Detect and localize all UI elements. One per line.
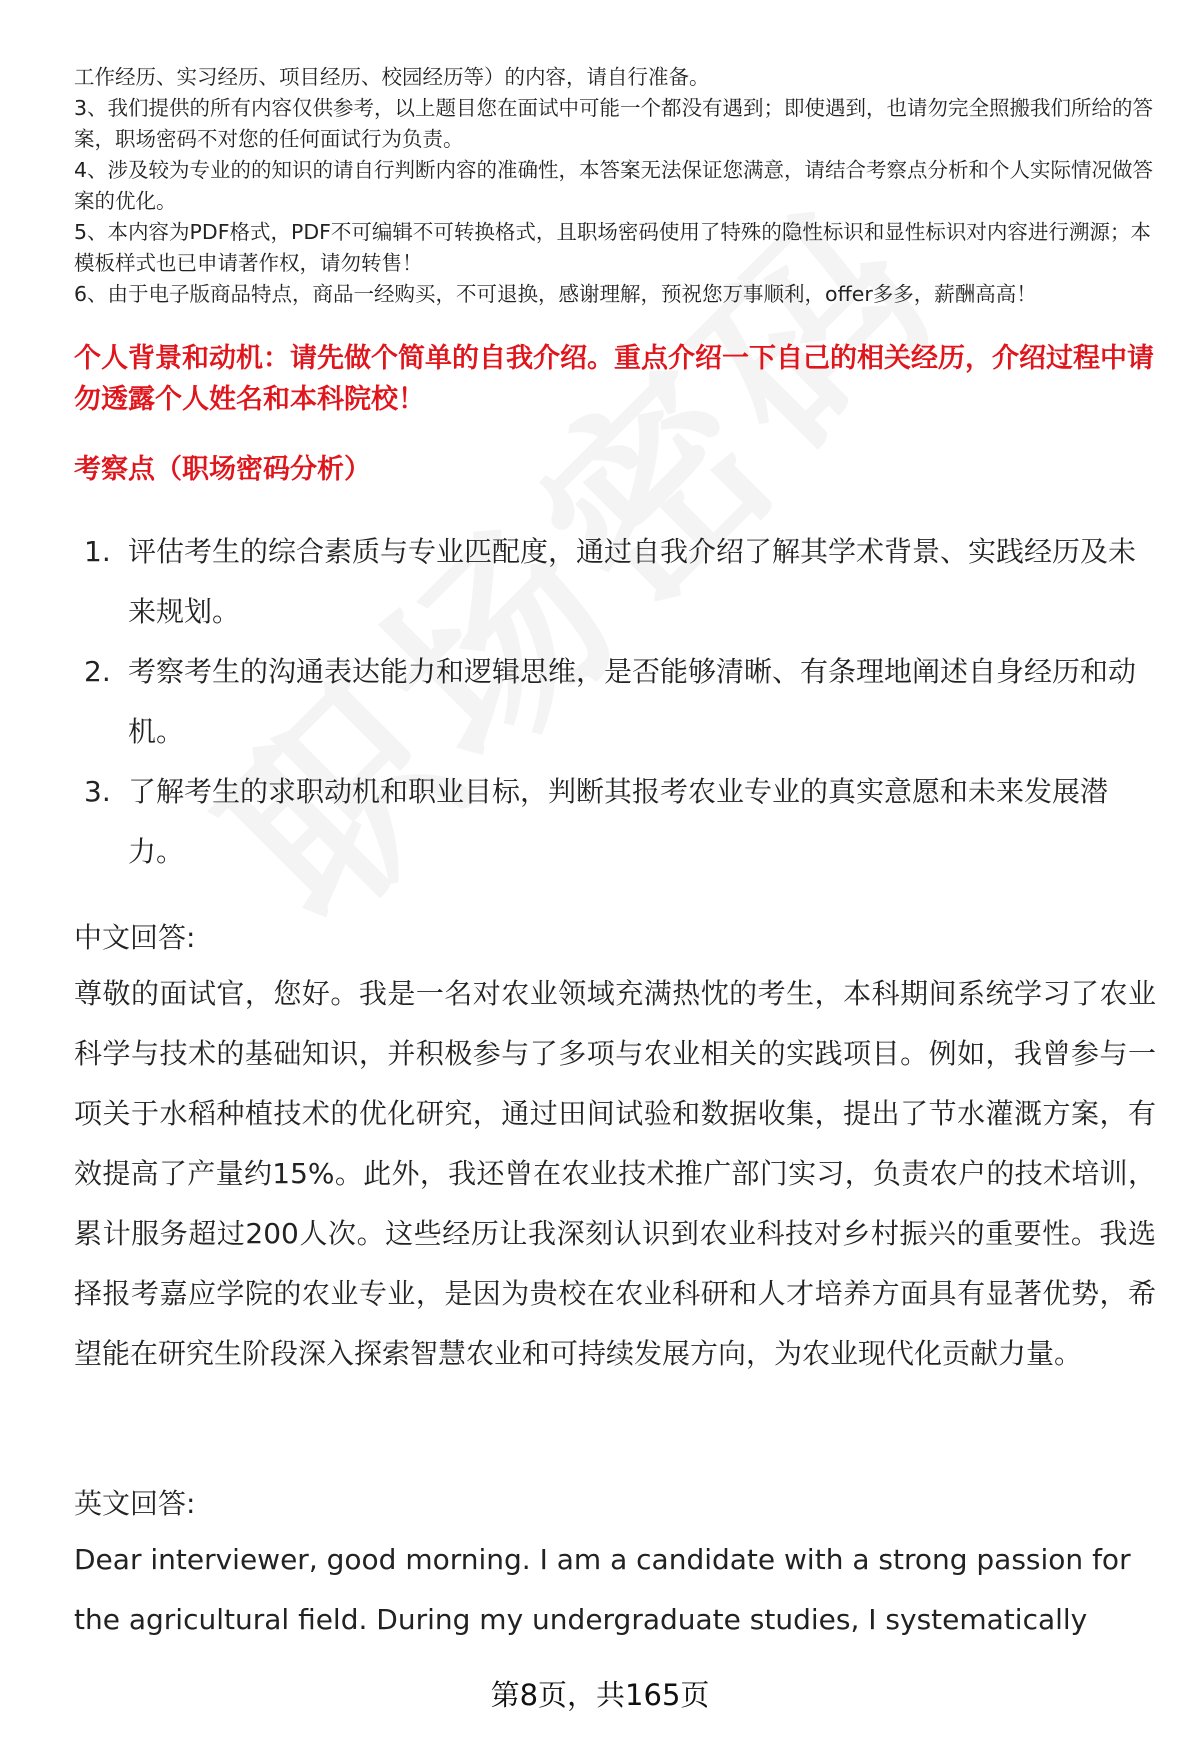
english-answer-label: 英文回答: <box>74 1487 196 1520</box>
point-number: 1. <box>84 535 111 568</box>
point-number: 2. <box>84 655 111 688</box>
assessment-point <box>84 762 1156 882</box>
point-number: 3. <box>84 775 111 808</box>
note-line: 3、我们提供的所有内容仅供参考，以上题目您在面试中可能一个都没有遇到；即使遇到，也请勿完全照搬我们所给的答案，职场密码不对您的任何面试行为负责。 <box>74 96 1154 151</box>
note-line: 6、由于电子版商品特点，商品一经购买，不可退换，感谢理解，预祝您万事顺利，offer多多，薪酬高高！ <box>74 282 1037 306</box>
chinese-answer: 尊敬的面试官，您好。我是一名对农业领域充满热忱的考生，本科期间系统学习了农业科学与技术的基础知识，并积极参与了多项与农业相关的实践项目。例如，我曾参与一项关于水稻种植技术的优化研究，通过田间试验和数据收集，提出了节水灌溉方案，有效提高了产量约15%。此外，我还曾在农业技术推广部门实习，负责农户的技术培训，累计服务超过200人次。这些经历让我深刻认识到农业科技对乡村振兴的重要性。我选择报考嘉应学院的农业专业，是因为贵校在农业科研和人才培养方面具有显著优势，希望能在研究生阶段深入探索智慧农业和可持续发展方向，为农业现代化贡献力量。 <box>74 977 1156 1370</box>
assessment-point <box>84 642 1156 762</box>
section-title: 考察点（职场密码分析） <box>74 454 371 485</box>
note-line: 4、涉及较为专业的的知识的请自行判断内容的准确性，本答案无法保证您满意，请结合考察点分析和个人实际情况做答案的优化。 <box>74 158 1154 213</box>
chinese-answer-label: 中文回答: <box>74 921 196 954</box>
note-line: 5、本内容为PDF格式，PDF不可编辑不可转换格式，且职场密码使用了特殊的隐性标识和显性标识对内容进行溯源；本模板样式也已申请著作权，请勿转售！ <box>74 220 1151 275</box>
english-answer: Dear interviewer, good morning. I am a candidate with a strong passion for the agricultural field. During my undergraduate studies, I systematically <box>74 1543 1131 1636</box>
note-line: 工作经历、实习经历、项目经历、校园经历等）的内容，请自行准备。 <box>74 65 710 89</box>
interview-question: 个人背景和动机：请先做个简单的自我介绍。重点介绍一下自己的相关经历，介绍过程中请勿透露个人姓名和本科院校！ <box>74 343 1154 415</box>
assessment-points <box>84 522 1156 882</box>
point-text: 考察考生的沟通表达能力和逻辑思维，是否能够清晰、有条理地阐述自身经历和动机。 <box>128 655 1137 748</box>
assessment-point <box>84 522 1156 642</box>
point-text: 评估考生的综合素质与专业匹配度，通过自我介绍了解其学术背景、实践经历及未来规划。 <box>128 535 1137 628</box>
page-footer: 第8页，共165页 <box>490 1678 710 1712</box>
notes-block <box>74 62 1164 310</box>
point-text: 了解考生的求职动机和职业目标，判断其报考农业专业的真实意愿和未来发展潜力。 <box>128 775 1109 868</box>
